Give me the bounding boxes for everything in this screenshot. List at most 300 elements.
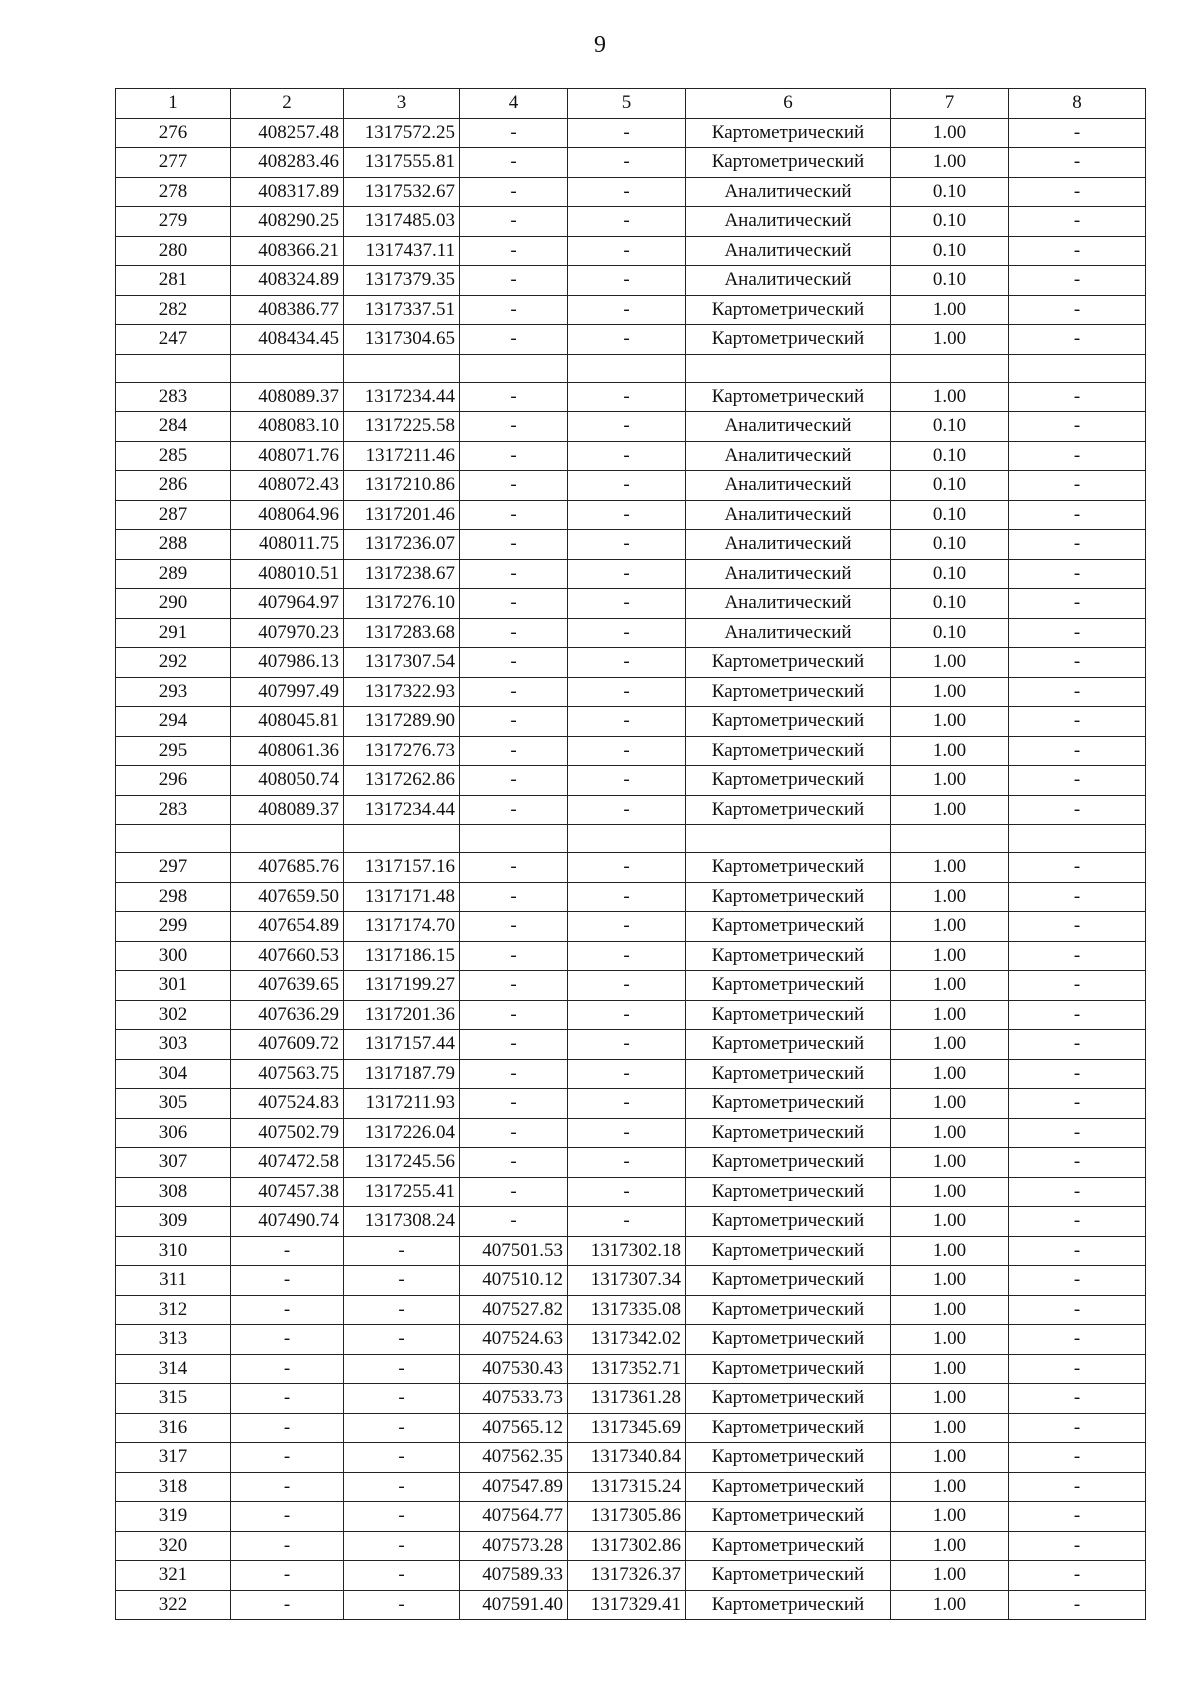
empty-cell <box>891 825 1009 853</box>
table-row <box>116 1590 1146 1620</box>
table-cell: 408071.76 <box>231 441 344 471</box>
table-cell: 0.10 <box>891 412 1009 442</box>
table-cell: - <box>460 207 568 237</box>
table-cell: 1317211.46 <box>344 441 460 471</box>
table-cell: - <box>1009 1561 1146 1591</box>
table-cell: - <box>568 1118 686 1148</box>
table-row <box>116 1266 1146 1296</box>
table-cell: 408324.89 <box>231 266 344 296</box>
table-cell: Аналитический <box>686 559 891 589</box>
table-cell: 1.00 <box>891 1148 1009 1178</box>
table-cell: 407563.75 <box>231 1059 344 1089</box>
table-cell: 1317307.34 <box>568 1266 686 1296</box>
table-row <box>116 853 1146 883</box>
table-cell: 247 <box>116 325 231 355</box>
table-cell: - <box>1009 912 1146 942</box>
table-cell: - <box>1009 1384 1146 1414</box>
table-cell: Картометрический <box>686 677 891 707</box>
table-cell: 282 <box>116 295 231 325</box>
table-cell: 302 <box>116 1000 231 1030</box>
table-cell: 296 <box>116 766 231 796</box>
table-cell: - <box>1009 1502 1146 1532</box>
table-cell: - <box>1009 941 1146 971</box>
table-cell: 0.10 <box>891 618 1009 648</box>
table-cell: 1317225.58 <box>344 412 460 442</box>
table-separator-row <box>116 354 1146 382</box>
table-cell: - <box>568 853 686 883</box>
table-row <box>116 1325 1146 1355</box>
table-cell: Картометрический <box>686 1148 891 1178</box>
table-cell: 1317315.24 <box>568 1472 686 1502</box>
table-cell: - <box>568 766 686 796</box>
table-cell: - <box>460 559 568 589</box>
table-cell: 1.00 <box>891 677 1009 707</box>
table-cell: - <box>460 382 568 412</box>
table-row <box>116 1384 1146 1414</box>
table-cell: Картометрический <box>686 1118 891 1148</box>
table-cell: 408072.43 <box>231 471 344 501</box>
empty-cell <box>460 354 568 382</box>
table-cell: 1.00 <box>891 1384 1009 1414</box>
table-cell: 1.00 <box>891 1502 1009 1532</box>
table-cell: - <box>460 1148 568 1178</box>
table-cell: - <box>460 618 568 648</box>
table-cell: - <box>460 1089 568 1119</box>
table-cell: Картометрический <box>686 882 891 912</box>
table-cell: Аналитический <box>686 471 891 501</box>
table-cell: 287 <box>116 500 231 530</box>
table-cell: 1317326.37 <box>568 1561 686 1591</box>
table-cell: - <box>460 736 568 766</box>
table-cell: - <box>1009 677 1146 707</box>
table-cell: - <box>460 441 568 471</box>
table-cell: - <box>460 707 568 737</box>
table-cell: - <box>1009 1413 1146 1443</box>
table-cell: 408317.89 <box>231 177 344 207</box>
table-cell: 1317352.71 <box>568 1354 686 1384</box>
table-cell: 1.00 <box>891 795 1009 825</box>
table-cell: Картометрический <box>686 1384 891 1414</box>
column-header: 6 <box>686 89 891 119</box>
table-cell: 408434.45 <box>231 325 344 355</box>
table-cell: - <box>1009 559 1146 589</box>
table-cell: - <box>568 471 686 501</box>
table-cell: - <box>1009 618 1146 648</box>
table-row <box>116 412 1146 442</box>
column-header: 1 <box>116 89 231 119</box>
table-cell: Аналитический <box>686 441 891 471</box>
table-cell: 1317171.48 <box>344 882 460 912</box>
table-cell: 288 <box>116 530 231 560</box>
table-cell: 1.00 <box>891 325 1009 355</box>
table-cell: 1.00 <box>891 382 1009 412</box>
table-cell: - <box>344 1531 460 1561</box>
table-cell: - <box>344 1502 460 1532</box>
table-row <box>116 1413 1146 1443</box>
table-cell: 303 <box>116 1030 231 1060</box>
table-row <box>116 1148 1146 1178</box>
table-cell: Аналитический <box>686 500 891 530</box>
table-cell: - <box>568 589 686 619</box>
table-cell: - <box>231 1384 344 1414</box>
table-cell: - <box>1009 971 1146 1001</box>
table-cell: 277 <box>116 148 231 178</box>
empty-cell <box>116 354 231 382</box>
table-cell: 280 <box>116 236 231 266</box>
table-cell: - <box>460 530 568 560</box>
table-cell: 0.10 <box>891 471 1009 501</box>
table-cell: - <box>568 1207 686 1237</box>
table-row <box>116 1059 1146 1089</box>
table-cell: 1317236.07 <box>344 530 460 560</box>
table-cell: 322 <box>116 1590 231 1620</box>
table-cell: 1.00 <box>891 882 1009 912</box>
table-cell: - <box>1009 1148 1146 1178</box>
table-cell: - <box>1009 795 1146 825</box>
table-cell: - <box>460 766 568 796</box>
table-cell: - <box>1009 1325 1146 1355</box>
table-row <box>116 236 1146 266</box>
table-cell: 1.00 <box>891 648 1009 678</box>
table-cell: - <box>1009 1059 1146 1089</box>
table-cell: 1.00 <box>891 941 1009 971</box>
table-cell: - <box>568 530 686 560</box>
table-cell: 298 <box>116 882 231 912</box>
table-cell: 1317210.86 <box>344 471 460 501</box>
table-cell: 1317226.04 <box>344 1118 460 1148</box>
table-cell: 283 <box>116 382 231 412</box>
table-cell: - <box>231 1443 344 1473</box>
table-cell: - <box>344 1561 460 1591</box>
column-header: 7 <box>891 89 1009 119</box>
empty-cell <box>460 825 568 853</box>
table-cell: 1.00 <box>891 1325 1009 1355</box>
table-cell: Картометрический <box>686 1266 891 1296</box>
table-cell: - <box>1009 589 1146 619</box>
table-row <box>116 795 1146 825</box>
table-cell: 407654.89 <box>231 912 344 942</box>
table-cell: - <box>344 1354 460 1384</box>
table-cell: - <box>568 1030 686 1060</box>
table-cell: 407659.50 <box>231 882 344 912</box>
table-cell: 0.10 <box>891 589 1009 619</box>
table-cell: - <box>231 1413 344 1443</box>
table-row <box>116 266 1146 296</box>
table-cell: - <box>1009 118 1146 148</box>
table-cell: 408283.46 <box>231 148 344 178</box>
table-cell: 1.00 <box>891 1413 1009 1443</box>
table-cell: - <box>1009 1295 1146 1325</box>
empty-cell <box>1009 825 1146 853</box>
table-cell: 1317255.41 <box>344 1177 460 1207</box>
table-cell: - <box>460 1207 568 1237</box>
table-cell: - <box>460 236 568 266</box>
table-cell: 1317322.93 <box>344 677 460 707</box>
table-cell: Картометрический <box>686 118 891 148</box>
table-cell: - <box>568 882 686 912</box>
table-row <box>116 971 1146 1001</box>
table-cell: Аналитический <box>686 412 891 442</box>
table-cell: - <box>460 853 568 883</box>
table-cell: 1317342.02 <box>568 1325 686 1355</box>
empty-cell <box>1009 354 1146 382</box>
table-cell: 407609.72 <box>231 1030 344 1060</box>
table-cell: 294 <box>116 707 231 737</box>
table-cell: - <box>460 1030 568 1060</box>
table-cell: 0.10 <box>891 441 1009 471</box>
table-cell: 407490.74 <box>231 1207 344 1237</box>
table-cell: 311 <box>116 1266 231 1296</box>
table-cell: 407472.58 <box>231 1148 344 1178</box>
table-cell: 407589.33 <box>460 1561 568 1591</box>
table-cell: - <box>1009 1472 1146 1502</box>
table-cell: Аналитический <box>686 618 891 648</box>
table-row <box>116 207 1146 237</box>
table-cell: 407547.89 <box>460 1472 568 1502</box>
table-cell: 319 <box>116 1502 231 1532</box>
table-cell: - <box>460 589 568 619</box>
table-cell: 0.10 <box>891 530 1009 560</box>
table-cell: - <box>568 118 686 148</box>
table-cell: 1.00 <box>891 1561 1009 1591</box>
table-cell: 408011.75 <box>231 530 344 560</box>
table-cell: 1.00 <box>891 295 1009 325</box>
table-row <box>116 1236 1146 1266</box>
table-cell: - <box>460 1177 568 1207</box>
table-cell: 1.00 <box>891 1236 1009 1266</box>
table-cell: 1317308.24 <box>344 1207 460 1237</box>
table-cell: - <box>460 971 568 1001</box>
table-row <box>116 707 1146 737</box>
table-cell: 300 <box>116 941 231 971</box>
table-cell: 1317329.41 <box>568 1590 686 1620</box>
table-cell: - <box>231 1236 344 1266</box>
table-cell: - <box>344 1443 460 1473</box>
table-cell: 407562.35 <box>460 1443 568 1473</box>
table-cell: Картометрический <box>686 382 891 412</box>
empty-cell <box>344 825 460 853</box>
table-cell: Картометрический <box>686 736 891 766</box>
table-cell: - <box>1009 1236 1146 1266</box>
table-cell: 408366.21 <box>231 236 344 266</box>
table-cell: - <box>1009 207 1146 237</box>
table-cell: 408064.96 <box>231 500 344 530</box>
table-cell: 1.00 <box>891 1443 1009 1473</box>
table-cell: Картометрический <box>686 1059 891 1089</box>
empty-cell <box>231 354 344 382</box>
table-cell: 1317238.67 <box>344 559 460 589</box>
table-cell: 1317302.18 <box>568 1236 686 1266</box>
table-cell: 1317186.15 <box>344 941 460 971</box>
table-cell: 1.00 <box>891 1059 1009 1089</box>
table-cell: 316 <box>116 1413 231 1443</box>
table-cell: Картометрический <box>686 971 891 1001</box>
table-cell: Картометрический <box>686 1561 891 1591</box>
table-cell: - <box>1009 736 1146 766</box>
table-cell: 1317234.44 <box>344 795 460 825</box>
table-cell: 304 <box>116 1059 231 1089</box>
table-cell: 1317305.86 <box>568 1502 686 1532</box>
coordinates-table <box>115 88 1146 1620</box>
table-cell: - <box>231 1590 344 1620</box>
table-row <box>116 1295 1146 1325</box>
table-cell: 1317201.46 <box>344 500 460 530</box>
table-cell: - <box>568 677 686 707</box>
table-cell: 1317485.03 <box>344 207 460 237</box>
table-cell: - <box>1009 382 1146 412</box>
table-cell: - <box>460 500 568 530</box>
table-cell: - <box>231 1266 344 1296</box>
table-row <box>116 382 1146 412</box>
table-cell: 408386.77 <box>231 295 344 325</box>
table-cell: 1.00 <box>891 1590 1009 1620</box>
table-cell: - <box>1009 441 1146 471</box>
table-cell: 1317532.67 <box>344 177 460 207</box>
table-row <box>116 295 1146 325</box>
table-cell: - <box>1009 1000 1146 1030</box>
table-cell: 283 <box>116 795 231 825</box>
table-cell: 408010.51 <box>231 559 344 589</box>
table-cell: 407524.63 <box>460 1325 568 1355</box>
table-row <box>116 618 1146 648</box>
table-cell: - <box>344 1472 460 1502</box>
table-cell: 1.00 <box>891 1177 1009 1207</box>
table-row <box>116 1118 1146 1148</box>
table-cell: 407510.12 <box>460 1266 568 1296</box>
table-cell: - <box>460 118 568 148</box>
table-cell: 293 <box>116 677 231 707</box>
table-cell: - <box>1009 412 1146 442</box>
table-cell: - <box>1009 853 1146 883</box>
table-cell: 1317187.79 <box>344 1059 460 1089</box>
table-cell: - <box>460 412 568 442</box>
table-cell: 289 <box>116 559 231 589</box>
table-cell: 407573.28 <box>460 1531 568 1561</box>
empty-cell <box>344 354 460 382</box>
table-cell: Картометрический <box>686 1295 891 1325</box>
table-cell: 1.00 <box>891 912 1009 942</box>
table-cell: 0.10 <box>891 559 1009 589</box>
table-cell: 279 <box>116 207 231 237</box>
table-cell: Картометрический <box>686 853 891 883</box>
table-cell: Аналитический <box>686 177 891 207</box>
table-row <box>116 941 1146 971</box>
table-cell: Картометрический <box>686 1177 891 1207</box>
table-cell: 408257.48 <box>231 118 344 148</box>
table-cell: 1.00 <box>891 118 1009 148</box>
table-cell: - <box>231 1354 344 1384</box>
table-cell: - <box>1009 500 1146 530</box>
table-cell: Картометрический <box>686 295 891 325</box>
table-cell: 1317245.56 <box>344 1148 460 1178</box>
table-cell: - <box>568 971 686 1001</box>
table-row <box>116 882 1146 912</box>
table-cell: - <box>231 1531 344 1561</box>
table-row <box>116 1000 1146 1030</box>
table-cell: - <box>568 648 686 678</box>
table-cell: 407636.29 <box>231 1000 344 1030</box>
table-cell: 312 <box>116 1295 231 1325</box>
empty-cell <box>686 825 891 853</box>
table-cell: Картометрический <box>686 1443 891 1473</box>
table-cell: 1317379.35 <box>344 266 460 296</box>
table-cell: 407457.38 <box>231 1177 344 1207</box>
table-row <box>116 1207 1146 1237</box>
table-cell: - <box>231 1472 344 1502</box>
table-cell: 305 <box>116 1089 231 1119</box>
table-cell: 1317437.11 <box>344 236 460 266</box>
table-cell: 408050.74 <box>231 766 344 796</box>
empty-cell <box>568 354 686 382</box>
table-row <box>116 1089 1146 1119</box>
table-cell: Картометрический <box>686 1000 891 1030</box>
table-cell: - <box>344 1413 460 1443</box>
table-cell: 407997.49 <box>231 677 344 707</box>
table-cell: - <box>1009 1030 1146 1060</box>
table-cell: - <box>568 295 686 325</box>
table-cell: 0.10 <box>891 207 1009 237</box>
table-cell: 0.10 <box>891 500 1009 530</box>
table-row <box>116 677 1146 707</box>
table-cell: - <box>568 912 686 942</box>
table-row <box>116 1443 1146 1473</box>
table-cell: 1317289.90 <box>344 707 460 737</box>
table-row <box>116 1502 1146 1532</box>
table-row <box>116 1561 1146 1591</box>
table-cell: - <box>1009 1443 1146 1473</box>
table-cell: - <box>568 441 686 471</box>
table-cell: 407565.12 <box>460 1413 568 1443</box>
table-cell: 1317276.73 <box>344 736 460 766</box>
table-cell: 1317361.28 <box>568 1384 686 1414</box>
table-cell: - <box>1009 766 1146 796</box>
table-cell: - <box>460 1059 568 1089</box>
table-cell: Картометрический <box>686 912 891 942</box>
table-cell: - <box>568 1148 686 1178</box>
table-cell: - <box>568 412 686 442</box>
table-cell: 308 <box>116 1177 231 1207</box>
table-cell: 317 <box>116 1443 231 1473</box>
table-cell: Картометрический <box>686 325 891 355</box>
table-cell: Аналитический <box>686 207 891 237</box>
table-cell: - <box>1009 1177 1146 1207</box>
table-row <box>116 530 1146 560</box>
table-cell: 0.10 <box>891 177 1009 207</box>
table-cell: - <box>568 266 686 296</box>
table-cell: 297 <box>116 853 231 883</box>
table-cell: 407970.23 <box>231 618 344 648</box>
table-row <box>116 736 1146 766</box>
table-cell: - <box>568 1000 686 1030</box>
table-cell: 1317307.54 <box>344 648 460 678</box>
table-cell: 407591.40 <box>460 1590 568 1620</box>
table-cell: - <box>231 1561 344 1591</box>
table-cell: Аналитический <box>686 530 891 560</box>
table-cell: - <box>568 207 686 237</box>
table-cell: Картометрический <box>686 1531 891 1561</box>
table-cell: 407964.97 <box>231 589 344 619</box>
table-cell: - <box>344 1384 460 1414</box>
table-cell: - <box>1009 177 1146 207</box>
table-cell: 285 <box>116 441 231 471</box>
table-cell: - <box>568 618 686 648</box>
table-cell: 301 <box>116 971 231 1001</box>
table-cell: 1.00 <box>891 853 1009 883</box>
table-cell: - <box>1009 1590 1146 1620</box>
table-cell: Картометрический <box>686 148 891 178</box>
table-cell: 407501.53 <box>460 1236 568 1266</box>
table-cell: - <box>460 677 568 707</box>
